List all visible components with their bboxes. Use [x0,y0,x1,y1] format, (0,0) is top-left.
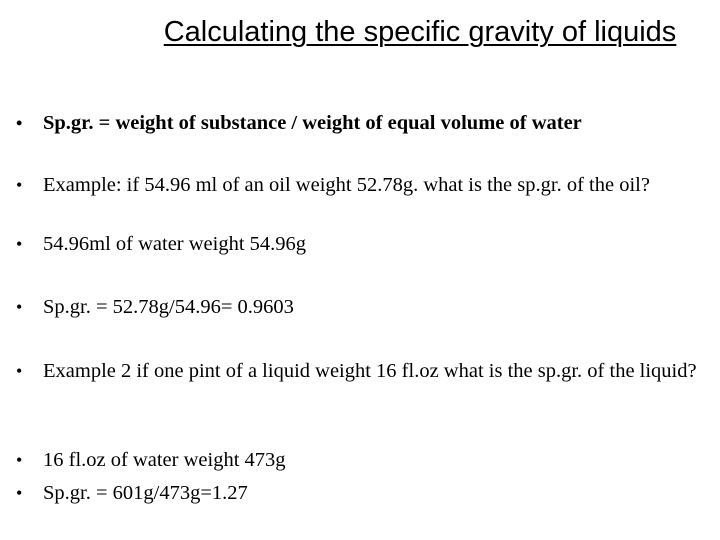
bullet-dot-icon: • [16,483,23,503]
bullet-dot-icon: • [16,297,23,317]
bullet-item-definition [16,111,706,136]
bullet-dot-icon: • [16,113,23,133]
bullet-item-example-1 [16,173,706,198]
bullet-dot-icon: • [16,450,23,470]
bullet-dot-icon: • [16,234,23,254]
bullet-item-water-weight-1 [16,232,706,257]
bullet-text: 54.96ml of water weight 54.96g [43,233,307,255]
bullet-item-water-weight-2 [16,448,706,473]
bullet-item-answer-2 [16,481,706,506]
slide-title: Calculating the specific gravity of liquids [163,16,677,48]
bullet-text: Example 2 if one pint of a liquid weight 16 fl.oz what is the sp.gr. of the liquid? [43,360,697,382]
bullet-item-example-2 [16,359,706,384]
bullet-item-answer-1 [16,295,706,320]
bullet-text: Sp.gr. = 601g/473g=1.27 [43,482,248,504]
bullet-text: Sp.gr. = weight of substance / weight of equal volume of water [43,112,582,134]
bullet-dot-icon: • [16,361,23,381]
bullet-text: 16 fl.oz of water weight 473g [43,449,286,471]
bullet-text: Example: if 54.96 ml of an oil weight 52.78g. what is the sp.gr. of the oil? [43,174,650,196]
bullet-text: Sp.gr. = 52.78g/54.96= 0.9603 [43,296,294,318]
bullet-dot-icon: • [16,175,23,195]
